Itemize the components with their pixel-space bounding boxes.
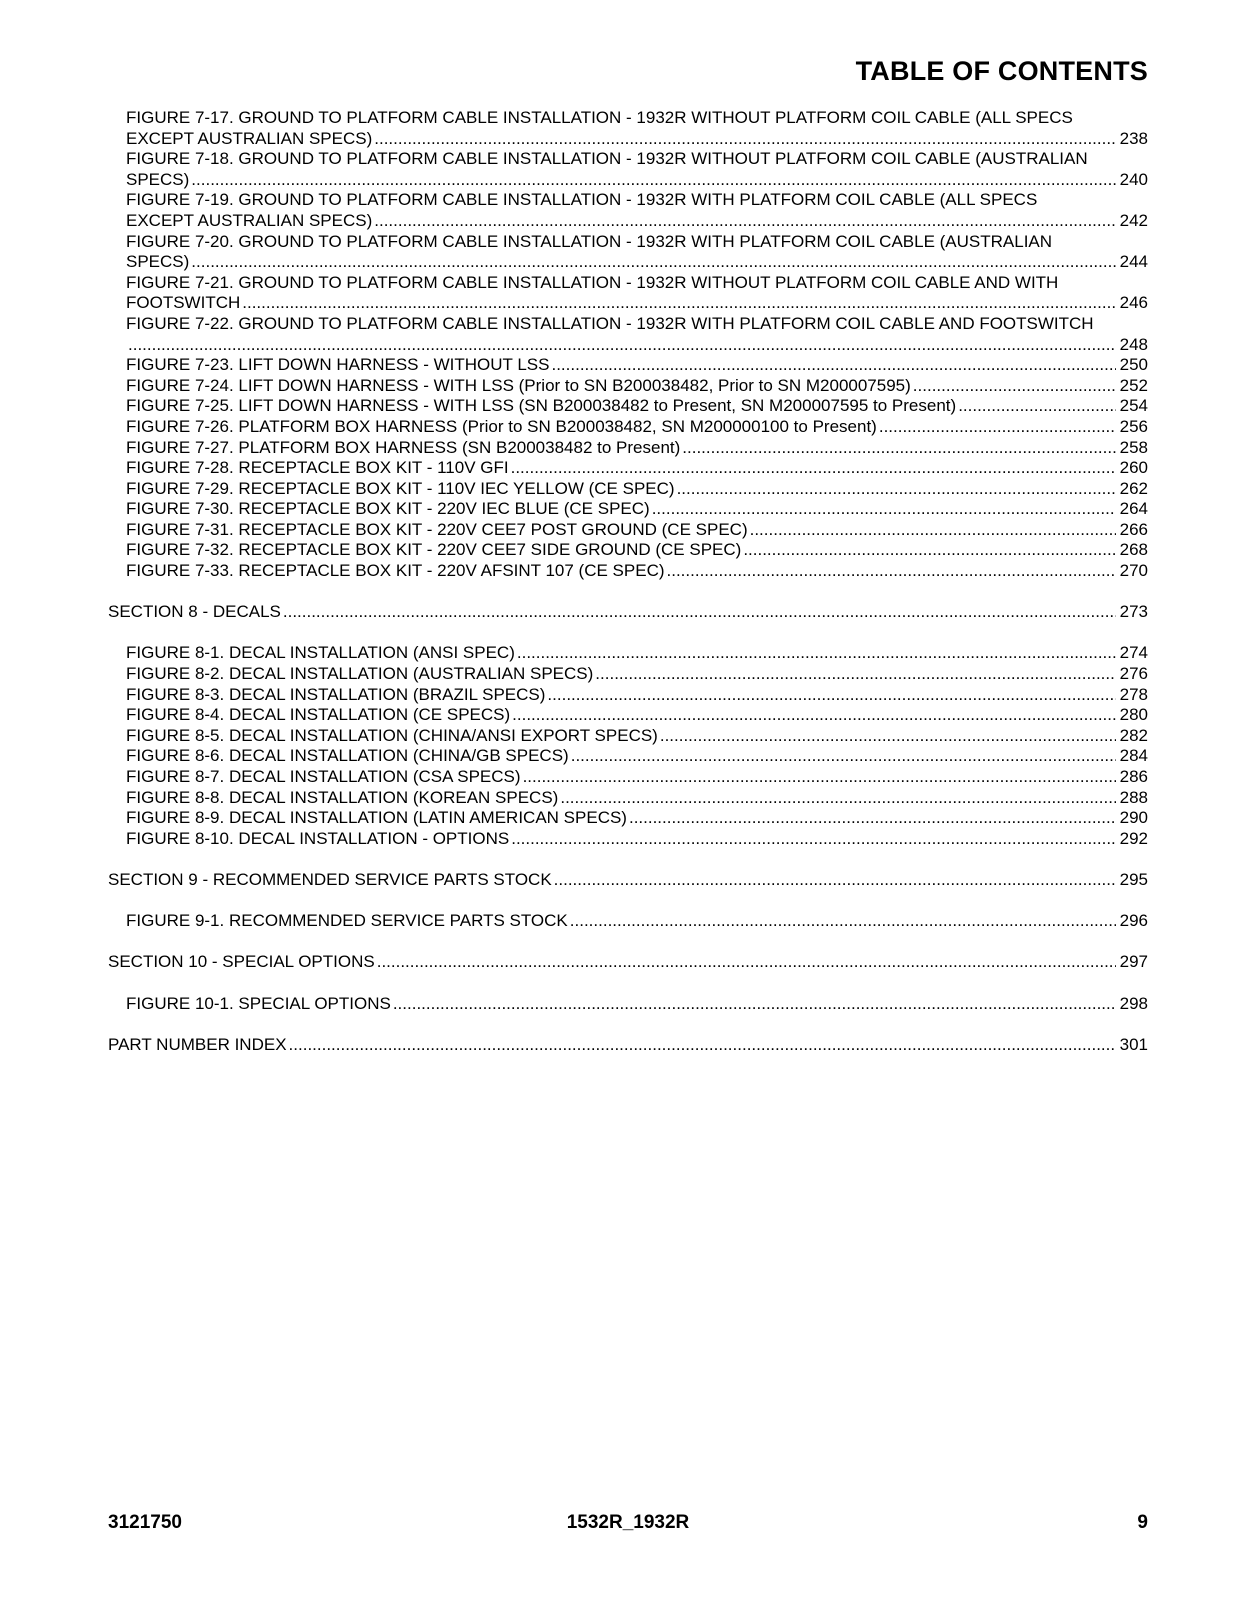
toc-entry-leader-line: [108, 211, 1148, 232]
toc-figure-entry[interactable]: [108, 499, 1148, 520]
dot-leader: [677, 479, 1116, 500]
toc-figure-entry[interactable]: [108, 520, 1148, 541]
toc-figure-entry[interactable]: [108, 355, 1148, 376]
toc-page-number: 254: [1119, 396, 1148, 416]
toc-page-number: 242: [1119, 210, 1148, 230]
dot-leader: [191, 252, 1115, 273]
dot-leader: [377, 952, 1116, 973]
toc-page-number: 260: [1119, 458, 1148, 478]
dot-leader: [629, 808, 1116, 829]
toc-entry-label: FIGURE 9-1. RECOMMENDED SERVICE PARTS STOCK: [126, 911, 568, 931]
toc-entry-leader-line: [108, 293, 1148, 314]
spacer: [108, 932, 1148, 953]
toc-figure-entry[interactable]: [108, 149, 1148, 190]
toc-figure-entry[interactable]: [108, 829, 1148, 850]
toc-entry-label: FIGURE 7-33. RECEPTACLE BOX KIT - 220V AFSINT 107 (CE SPEC): [126, 561, 665, 581]
dot-leader: [879, 417, 1116, 438]
toc-entry-label: FIGURE 7-19. GROUND TO PLATFORM CABLE INSTALLATION - 1932R WITH PLATFORM COIL CABLE (ALL SPECS: [126, 190, 1038, 210]
dot-leader: [512, 705, 1115, 726]
toc-page-number: 268: [1119, 540, 1148, 560]
dot-leader: [554, 870, 1116, 891]
toc-figure-entry[interactable]: [108, 396, 1148, 417]
toc-entry-label-continued: SPECS): [126, 169, 190, 189]
toc-entry-leader-line: [108, 129, 1148, 150]
toc-entry-label: FIGURE 8-4. DECAL INSTALLATION (CE SPECS): [126, 705, 511, 725]
toc-section-entry[interactable]: [108, 870, 1148, 891]
dot-leader: [571, 746, 1116, 767]
toc-figure-entry[interactable]: [108, 643, 1148, 664]
toc-page-number: 298: [1119, 993, 1148, 1013]
toc-entry-leader-line: [108, 170, 1148, 191]
toc-entry-label: FIGURE 7-30. RECEPTACLE BOX KIT - 220V IEC BLUE (CE SPEC): [126, 499, 650, 519]
toc-entry-label: FIGURE 8-3. DECAL INSTALLATION (BRAZIL SPECS): [126, 684, 546, 704]
toc-entry-label: SECTION 9 - RECOMMENDED SERVICE PARTS STOCK: [108, 869, 552, 889]
toc-page-number: 246: [1119, 293, 1148, 313]
toc-page-number: 278: [1119, 684, 1148, 704]
toc-page-number: 258: [1119, 437, 1148, 457]
toc-entry-label: FIGURE 7-18. GROUND TO PLATFORM CABLE INSTALLATION - 1932R WITHOUT PLATFORM COIL CABLE (AUSTRALIAN: [126, 149, 1088, 169]
toc-entry-leader-line: [108, 252, 1148, 273]
toc-entry-label: FIGURE 7-25. LIFT DOWN HARNESS - WITH LSS (SN B200038482 to Present, SN M200007595 to Present): [126, 396, 957, 416]
dot-leader: [652, 499, 1116, 520]
toc-figure-entry[interactable]: [108, 376, 1148, 397]
model-number: 1532R_1932R: [566, 1512, 690, 1533]
toc-entry-label: FIGURE 10-1. SPECIAL OPTIONS: [126, 993, 391, 1013]
dot-leader: [750, 520, 1116, 541]
toc-figure-entry[interactable]: [108, 458, 1148, 479]
toc-page-number: 248: [1119, 334, 1148, 354]
toc-figure-entry[interactable]: [108, 273, 1148, 314]
page-title: TABLE OF CONTENTS: [855, 56, 1148, 86]
toc-page-number: 270: [1119, 561, 1148, 581]
spacer: [108, 891, 1148, 912]
dot-leader: [128, 335, 1116, 356]
toc-page-number: 292: [1119, 828, 1148, 848]
toc-figure-entry[interactable]: [108, 746, 1148, 767]
toc-figure-entry[interactable]: [108, 808, 1148, 829]
spacer: [108, 849, 1148, 870]
toc-entry-label: FIGURE 7-27. PLATFORM BOX HARNESS (SN B200038482 to Present): [126, 437, 681, 457]
toc-page-number: 238: [1119, 128, 1148, 148]
dot-leader: [560, 788, 1115, 809]
dot-leader: [283, 602, 1116, 623]
toc-page-number: 264: [1119, 499, 1148, 519]
dot-leader: [374, 211, 1115, 232]
toc-entry-label: FIGURE 7-17. GROUND TO PLATFORM CABLE INSTALLATION - 1932R WITHOUT PLATFORM COIL CABLE (ALL SPECS: [126, 108, 1073, 127]
toc-page-number: 274: [1119, 643, 1148, 663]
toc-figure-entry[interactable]: [108, 479, 1148, 500]
dot-leader: [913, 376, 1116, 397]
dot-leader: [743, 540, 1115, 561]
toc-figure-entry[interactable]: [108, 994, 1148, 1015]
dot-leader: [517, 643, 1116, 664]
toc-figure-entry[interactable]: [108, 767, 1148, 788]
dot-leader: [242, 293, 1115, 314]
toc-page-number: 250: [1119, 355, 1148, 375]
toc-entry-label: FIGURE 7-31. RECEPTACLE BOX KIT - 220V CEE7 POST GROUND (CE SPEC): [126, 519, 748, 539]
dot-leader: [511, 829, 1115, 850]
dot-leader: [667, 561, 1116, 582]
dot-leader: [595, 664, 1115, 685]
page-number: 9: [1137, 1512, 1148, 1533]
toc-entry-label: FIGURE 8-6. DECAL INSTALLATION (CHINA/GB SPECS): [126, 746, 569, 766]
toc-figure-entry[interactable]: [108, 438, 1148, 459]
toc-entry-label-continued: EXCEPT AUSTRALIAN SPECS): [126, 128, 373, 148]
toc-page-number: 280: [1119, 705, 1148, 725]
dot-leader: [523, 767, 1116, 788]
toc-page-number: 252: [1119, 375, 1148, 395]
toc-entry-label: FIGURE 7-20. GROUND TO PLATFORM CABLE INSTALLATION - 1932R WITH PLATFORM COIL CABLE (AUSTRALIAN: [126, 231, 1053, 251]
toc-entry-label: FIGURE 7-21. GROUND TO PLATFORM CABLE INSTALLATION - 1932R WITHOUT PLATFORM COIL CABLE AND WITH: [126, 272, 1059, 292]
toc-entry-label: FIGURE 8-7. DECAL INSTALLATION (CSA SPECS): [126, 767, 521, 786]
toc-page-number: 240: [1119, 169, 1148, 189]
toc-entry-label: FIGURE 8-2. DECAL INSTALLATION (AUSTRALIAN SPECS): [126, 664, 594, 684]
spacer: [108, 623, 1148, 644]
toc-figure-entry[interactable]: [108, 685, 1148, 706]
toc-section-entry[interactable]: [108, 952, 1148, 973]
toc-figure-entry[interactable]: [108, 788, 1148, 809]
toc-figure-entry[interactable]: [108, 911, 1148, 932]
toc-entry-label: SECTION 8 - DECALS: [108, 602, 281, 622]
toc-entry-label: FIGURE 7-22. GROUND TO PLATFORM CABLE INSTALLATION - 1932R WITH PLATFORM COIL CABLE AND FOOTSWITCH: [126, 313, 1094, 333]
toc-entry-label-continued: FOOTSWITCH: [126, 293, 241, 313]
spacer: [108, 1014, 1148, 1035]
toc-page-number: 295: [1119, 869, 1148, 889]
toc-page-number: 301: [1119, 1034, 1148, 1054]
toc-entry-label: PART NUMBER INDEX: [108, 1034, 287, 1054]
toc-entry-label: FIGURE 7-29. RECEPTACLE BOX KIT - 110V IEC YELLOW (CE SPEC): [126, 478, 675, 498]
toc-entry-label: FIGURE 7-26. PLATFORM BOX HARNESS (Prior to SN B200038482, SN M200000100 to Present): [126, 416, 877, 436]
toc-figure-entry[interactable]: [108, 561, 1148, 582]
toc-entry-label-continued: EXCEPT AUSTRALIAN SPECS): [126, 210, 373, 230]
toc-figure-entry[interactable]: [108, 664, 1148, 685]
toc-figure-entry[interactable]: [108, 232, 1148, 273]
toc-figure-entry[interactable]: [108, 108, 1148, 149]
dot-leader: [551, 355, 1115, 376]
spacer: [108, 582, 1148, 603]
toc-entry-label: FIGURE 8-1. DECAL INSTALLATION (ANSI SPEC): [126, 643, 515, 663]
dot-leader: [393, 994, 1116, 1015]
toc-page-number: 282: [1119, 725, 1148, 745]
toc-page-number: 288: [1119, 787, 1148, 807]
toc-entry-leader-line: [108, 335, 1148, 356]
toc-figure-entry[interactable]: [108, 190, 1148, 231]
toc-page-number: 266: [1119, 519, 1148, 539]
toc-entry-label: FIGURE 8-8. DECAL INSTALLATION (KOREAN SPECS): [126, 787, 559, 807]
toc-figure-entry[interactable]: [108, 540, 1148, 561]
toc-entry-label: FIGURE 7-32. RECEPTACLE BOX KIT - 220V CEE7 SIDE GROUND (CE SPEC): [126, 540, 742, 560]
dot-leader: [289, 1035, 1116, 1056]
toc-page-number: 273: [1119, 602, 1148, 622]
dot-leader: [660, 726, 1116, 747]
toc-page-number: 276: [1119, 664, 1148, 684]
dot-leader: [191, 170, 1115, 191]
toc-page-number: 290: [1119, 808, 1148, 828]
toc-page-number: 244: [1119, 252, 1148, 272]
toc-entry-label: FIGURE 8-5. DECAL INSTALLATION (CHINA/ANSI EXPORT SPECS): [126, 725, 658, 745]
toc-entry-label: FIGURE 7-28. RECEPTACLE BOX KIT - 110V GFI: [126, 458, 509, 478]
toc-entry-label: FIGURE 8-10. DECAL INSTALLATION - OPTIONS: [126, 828, 510, 848]
toc-entry-label: SECTION 10 - SPECIAL OPTIONS: [108, 952, 375, 972]
dot-leader: [570, 911, 1116, 932]
spacer: [108, 973, 1148, 994]
toc-entry-label: FIGURE 7-23. LIFT DOWN HARNESS - WITHOUT LSS: [126, 355, 550, 375]
dot-leader: [511, 458, 1116, 479]
dot-leader: [682, 438, 1115, 459]
toc-entry-label: FIGURE 7-24. LIFT DOWN HARNESS - WITH LSS (Prior to SN B200038482, Prior to SN M200007595): [126, 375, 911, 395]
dot-leader: [547, 685, 1115, 706]
toc-figure-entry[interactable]: [108, 726, 1148, 747]
toc-entry-label: FIGURE 8-9. DECAL INSTALLATION (LATIN AMERICAN SPECS): [126, 808, 627, 828]
toc-figure-entry[interactable]: [108, 417, 1148, 438]
toc-figure-entry[interactable]: [108, 314, 1148, 355]
toc-page-number: 297: [1119, 952, 1148, 972]
toc-page-number: 256: [1119, 416, 1148, 436]
dot-leader: [374, 129, 1115, 150]
toc-page-number: 286: [1119, 767, 1148, 786]
toc-page-number: 262: [1119, 478, 1148, 498]
toc-section-entry[interactable]: [108, 1035, 1148, 1056]
toc-figure-entry[interactable]: [108, 705, 1148, 726]
toc-page-number: 296: [1119, 911, 1148, 931]
table-of-contents: [108, 108, 1148, 1055]
dot-leader: [958, 396, 1115, 417]
toc-page-number: 284: [1119, 746, 1148, 766]
document-number: 3121750: [108, 1512, 182, 1533]
toc-entry-label-continued: SPECS): [126, 252, 190, 272]
toc-section-entry[interactable]: [108, 602, 1148, 623]
